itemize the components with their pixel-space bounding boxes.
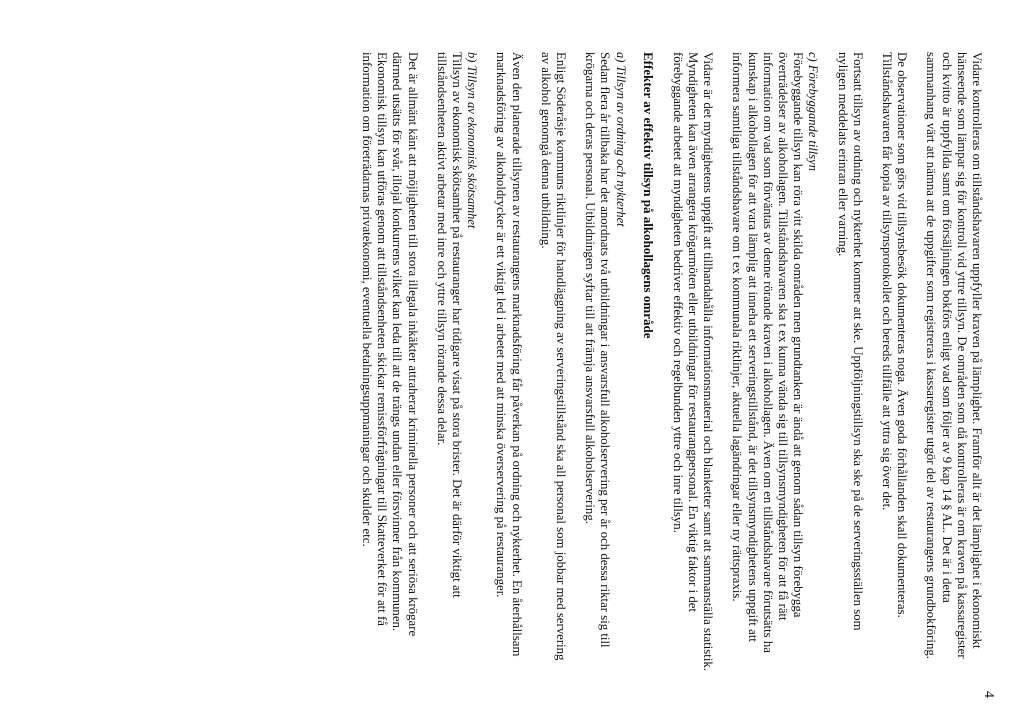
paragraph-2: De observationer som görs vid tillsynsbesök dokumenteras noga. Även goda förhållanden skall dokumenteras. Tillståndshavaren får kopia av tillsynsprotokollet och bereds tillfälle att yttra sig över det. xyxy=(879,51,910,618)
paragraph-10: Det är allmänt känt att möjligheten till stora illegala inkäkter attraherar kriminella personer och att seriösa krögare därmed utsätts för svår, illojal konkurrens vilket kan leda till att de trängs undan eller försvinner från kommunen. Ekonomisk tillsyn kan utföras genom att tillståndsenheten skickar remissförfrågningar till Skatteverket för att få information om företrädarnas privatekonomi, eventuella betalningsuppmaningar och skulder etc. xyxy=(359,51,420,636)
paragraph-1: Vidare kontrolleras om tillståndshavaren uppfyller kraven på lämplighet. Framför allt är det lämplighet i ekonomiskt hänseende som lämpar sig för kontroll vid yttre tillsyn. De områden som då kontrolleras är om kraven på kassaregister och kvitto är uppfyllda samt om försäljningen bokförs enligt vad som följer av 9 kap 14 § AL. Det är i detta sammanhang värt att nämna att de uppgifter som registreras i kassaregister utgör del av restaurangens grundbokföring. xyxy=(924,51,984,659)
paragraph-8: Även den planerade tillsynen av restaurangens marknadsföring får påverkan på ordning och nykterhet. En återhållsam marknadsföring av alkoholdrycker är ett viktigt led i arbetet med att minska överservering på restauranger. xyxy=(494,51,524,656)
paragraph-5: Vidare är det myndighetens uppgift att tillhandahålla informationsmaterial och blanketter samt att sammanställa statistik. Myndigheten kan även arrangera krögarmöten eller utbildningar för restaurangpersonal. En viktig faktor i det förebyggande arbetet att myndigheten bedriver effektiv och regelbunden yttre och inre tillsyn. xyxy=(670,51,716,671)
subheading-preventive-supervision: c) Förebyggande tillsyn xyxy=(806,51,821,171)
paragraph-7: Enligt Söderåsje kommuns riktlinjer för handläggning av serveringstillstånd ska all personal som jobbar med servering av alkohol genomgå denna utbildning. xyxy=(538,51,568,660)
paragraph-3: Fortsatt tillsyn av ordning och nykterhet kommer att ske. Uppföljningstillsyn ska ske på de serveringsställen som nyligen meddelats erinran eller varning. xyxy=(835,51,865,631)
paragraph-4: Förebyggande tillsyn kan röra vitt skilda områden men grundtanken är ändå att genom sådan tillsyn förebygga överträdelser av alkohollagen. Tillståndshavaren ska t ex kunna vända sig till tillsynsmyndigheten för att få rätt information om vad som förväntas av denne rörande kraven i alkohollagen. Även om en tillståndshavare förutsätts ha kunskap i alkohollagen för att vara lämplig att inneha ett serveringstillstånd, är det tillsynsmyndighetens uppgift att informera samtliga tillståndshavare om t ex kommunala riktlinjer, aktuella lagändringar eller ny rättspraxis. xyxy=(730,51,806,653)
page-number: 4 xyxy=(981,690,996,698)
document-page xyxy=(12,12,1012,712)
section-heading: Effekter av effektiv tillsyn på alkohollagens område xyxy=(640,51,656,338)
subheading-economic-conduct: b) Tillsyn av ekonomisk skötsamhet xyxy=(465,51,480,228)
paragraph-9: Tillsyn av ekonomisk skötsamhet på restauranger har tidigare visat på stora brister. Det är därför viktigt att tillståndsenheten aktivt arbetar med inre och yttre tillsyn rörande dessa delar. xyxy=(434,51,464,598)
paragraph-6: Sedan flera år tillbaka har det anordnats två utbildningar i ansvarsfull alkoholservering per år och dessa riktar sig till krögarna och deras personal. Utbildningen syftar till att främja ansvarsfull alkoholservering. xyxy=(583,51,613,648)
subheading-order-sobriety: a) Tillsyn av ordning och nykterhet xyxy=(613,51,628,227)
